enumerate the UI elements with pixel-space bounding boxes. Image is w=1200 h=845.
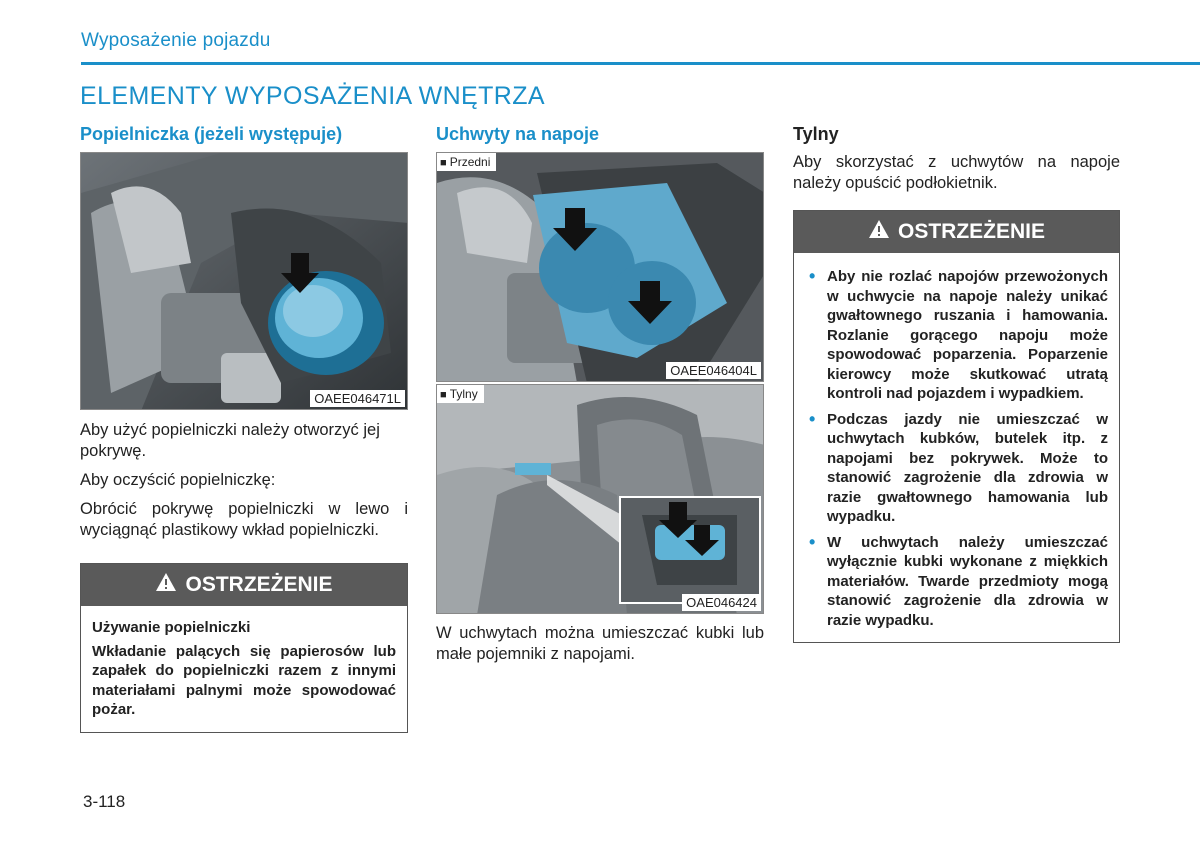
ashtray-warning-box bbox=[80, 563, 408, 733]
rear-warning-item: • Aby nie rozlać napojów przewożonych w uchwycie na napoje należy unikać gwałtownego ruszania i hamowania. Rozlanie gorącego napoju może spowodować poparzenia. Poparzenie kierowcy może skutkować utratą kontroli nad pojazdem i wypadkiem. bbox=[805, 267, 1108, 404]
ashtray-warning-subtitle: Używanie popielniczki bbox=[92, 619, 251, 636]
cupholder-heading: Uchwyty na napoje bbox=[436, 124, 600, 144]
ashtray-warning-title: OSTRZEŻENIE bbox=[185, 573, 333, 596]
cupholder-text: W uchwytach można umieszczać kubki lub małe pojemniki z napojami. bbox=[436, 624, 764, 663]
rear-image-code: OAE046424 bbox=[682, 594, 761, 611]
rear-label: ■ Tylny bbox=[437, 385, 484, 403]
rear-warning-title: OSTRZEŻENIE bbox=[897, 220, 1045, 243]
header-rule bbox=[81, 62, 1200, 65]
section-label: Wyposażenie pojazdu bbox=[81, 30, 271, 51]
ashtray-photo bbox=[80, 152, 408, 410]
rear-heading: Tylny bbox=[793, 124, 839, 144]
rear-text: Aby skorzystać z uchwytów na napoje należy opuścić podłokietnik. bbox=[793, 153, 1120, 192]
page-number: 3-118 bbox=[83, 792, 126, 811]
front-image-code: OAEE046404L bbox=[666, 362, 761, 379]
cupholder-column bbox=[436, 120, 764, 673]
ashtray-column bbox=[80, 120, 408, 733]
page-title: ELEMENTY WYPOSAŻENIA WNĘTRZA bbox=[80, 82, 545, 110]
rear-warning-list bbox=[805, 267, 1108, 630]
ashtray-heading: Popielniczka (jeżeli występuje) bbox=[80, 124, 343, 144]
front-label: ■ Przedni bbox=[437, 153, 496, 171]
rear-warning-item: • Podczas jazdy nie umieszczać w uchwytach kubków, butelek itp. z napojami bez pokrywek. Może to stanowić zagrożenie dla zdrowia w razie gwałtownego hamowania lub wypadku. bbox=[805, 410, 1108, 527]
rear-column bbox=[793, 120, 1120, 643]
ashtray-warning-text: Wkładanie palących się papierosów lub zapałek do popielniczki razem z innymi materiałami palnymi może spowodować pożar. bbox=[92, 642, 396, 718]
warning-triangle-icon bbox=[155, 572, 177, 598]
ashtray-text-1: Aby użyć popielniczki należy otworzyć jej pokrywę. bbox=[80, 421, 380, 460]
front-cupholder-photo bbox=[436, 152, 764, 382]
ashtray-text-2: Aby oczyścić popielniczkę: bbox=[80, 471, 276, 489]
ashtray-text-3: Obrócić pokrywę popielniczki w lewo i wyciągnąć plastikowy wkład popielniczki. bbox=[80, 500, 408, 539]
ashtray-warning-header bbox=[81, 564, 407, 606]
rear-warning-header bbox=[794, 211, 1119, 253]
rear-warning-item: • W uchwytach należy umieszczać wyłącznie kubki wykonane z miękkich materiałów. Twarde przedmioty mogą stanowić zagrożenie dla zdrowia w razie wypadku. bbox=[805, 533, 1108, 631]
rear-warning-box bbox=[793, 210, 1120, 643]
ashtray-image-code: OAEE046471L bbox=[310, 390, 405, 407]
warning-triangle-icon bbox=[868, 219, 890, 245]
rear-cupholder-photo bbox=[436, 384, 764, 614]
